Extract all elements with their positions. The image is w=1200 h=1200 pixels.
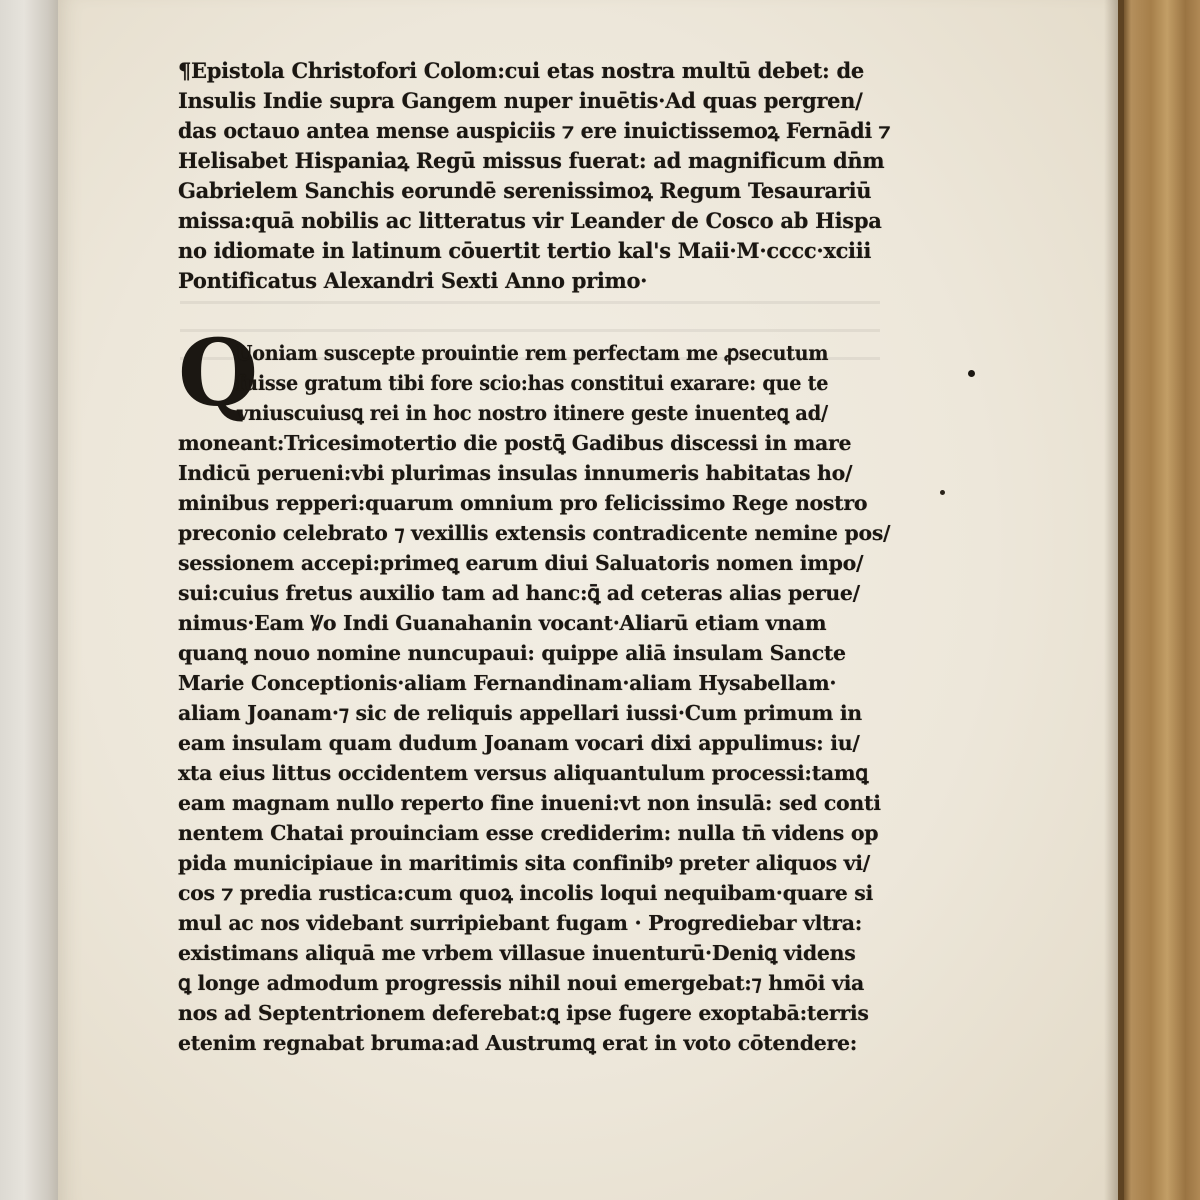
body-line: mul ac nos videbant surripiebant fugam · Progrediebar vltra: [178, 911, 863, 935]
body-line: moneant:Tricesimotertio die postꝗ̄ Gadibus discessi in mare [178, 431, 852, 455]
left-page-edge [0, 0, 60, 1200]
body-line: aliam Joanam·⁊ sic de reliquis appellari iussi·Cum primum in [178, 701, 862, 725]
body-line: eam magnam nullo reperto fine inueni:vt non insulā: sed conti [178, 791, 881, 815]
heading-line: Gabrielem Sanchis eorundē serenissimoꝝ Regum Tesaurariū [178, 178, 872, 203]
body-line: nimus·Eam Ꝟo Indi Guanahanin vocant·Aliarū etiam vnam [178, 611, 827, 635]
body-line: Indicū perueni:vbi plurimas insulas innumeris habitatas ho/ [178, 461, 853, 485]
body-line: Uoniam suscepte prouintie rem perfectam me ꝓsecutum [235, 341, 829, 365]
drop-capital: Q [178, 319, 259, 427]
ink-speck [940, 490, 945, 495]
body-line: vniuscuiusꝗ rei in hoc nostro itinere geste inuenteꝗ ad/ [237, 401, 828, 425]
body-line: pida municipiaue in maritimis sita confinibꝰ preter aliquos vi/ [178, 851, 870, 875]
body-line: ꝗ longe admodum progressis nihil noui emergebat:⁊ hmōi via [178, 971, 865, 995]
body-line: minibus repperi:quarum omnium pro felicissimo Rege nostro [178, 491, 868, 515]
heading-line: das octauo antea mense auspiciis ⁊ ere inuictissemoꝝ Fernādi ⁊ [178, 118, 891, 143]
heading-paragraph [178, 56, 890, 296]
body-line: preconio celebrato ⁊ vexillis extensis contradicente nemine pos/ [178, 521, 891, 545]
body-line: nos ad Septentrionem deferebat:ꝗ ipse fugere exoptabā:terris [178, 1001, 869, 1025]
heading-line: ¶Epistola Christofori Colom:cui etas nostra multū debet: de [178, 58, 864, 83]
heading-line: Helisabet Hispaniaꝝ Regū missus fuerat: ad magnificum dn̄m [178, 148, 885, 173]
body-line: existimans aliquā me vrbem villasue inuenturū·Deniꝗ videns [178, 941, 856, 965]
heading-line: missa:quā nobilis ac litteratus vir Leander de Cosco ab Hispa [178, 208, 882, 233]
body-line: sui:cuius fretus auxilio tam ad hanc:ꝗ̄ ad ceteras alias perue/ [178, 581, 860, 605]
body-line: nentem Chatai prouinciam esse crediderim: nulla tn̄ videns op [178, 821, 879, 845]
body-line: xta eius littus occidentem versus aliquantulum processi:tamꝗ [178, 761, 868, 785]
text-block [178, 56, 890, 1058]
leather-binding-edge [1118, 0, 1200, 1200]
body-line: fuisse gratum tibi fore scio:has constitui exarare: que te [236, 371, 829, 395]
heading-line: Pontificatus Alexandri Sexti Anno primo· [178, 268, 648, 293]
body-line: quanꝗ nouo nomine nuncupaui: quippe aliā insulam Sancte [178, 641, 846, 665]
heading-line: no idiomate in latinum cōuertit tertio kal's Maii·M·cccc·xciii [178, 238, 872, 263]
heading-line: Insulis Indie supra Gangem nuper inuētis·Ad quas pergren/ [178, 88, 863, 113]
ink-speck [968, 370, 975, 377]
body-line: cos ⁊ predia rustica:cum quoꝝ incolis loqui nequibam·quare si [178, 881, 874, 905]
body-line: etenim regnabat bruma:ad Austrumꝗ erat in voto cōtendere: [178, 1031, 858, 1055]
body-line: Marie Conceptionis·aliam Fernandinam·aliam Hysabellam· [178, 671, 837, 695]
body-paragraph [178, 319, 891, 1058]
body-line: sessionem accepi:primeꝗ earum diui Saluatoris nomen impo/ [178, 551, 864, 575]
gutter-shadow [1104, 0, 1118, 1200]
body-line: eam insulam quam dudum Joanam vocari dixi appulimus: iu/ [178, 731, 860, 755]
